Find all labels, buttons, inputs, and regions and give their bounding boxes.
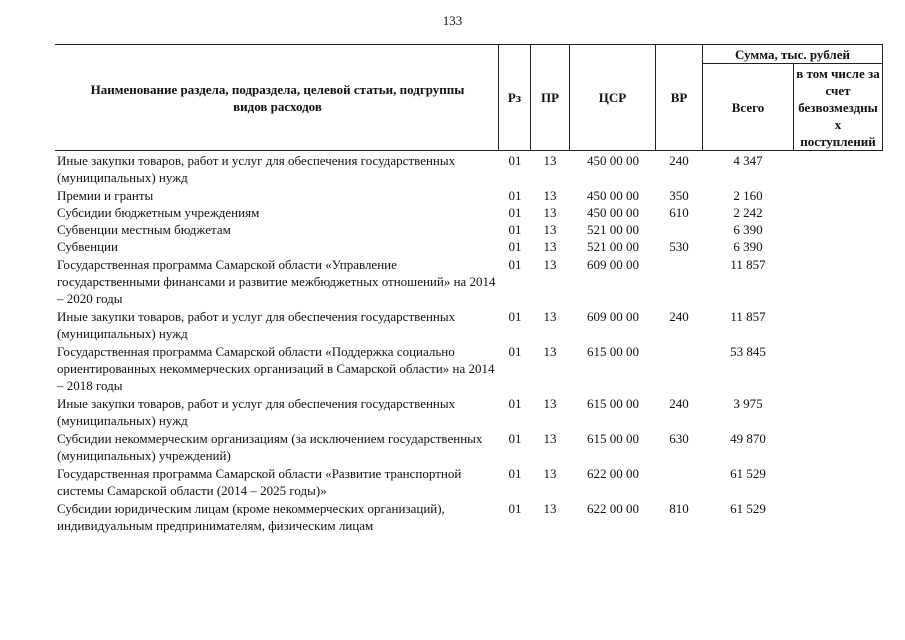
row-pr: 13 [543,222,557,237]
page-number: 133 [442,13,463,28]
header-total: Всего [731,99,765,115]
row-csr: 615 00 00 [587,431,639,446]
row-total: 53 845 [730,344,766,359]
row-name: Государственная программа Самарской области «Поддержка социально ориентированных некоммерческих организаций в Самарской области» на 2014 – 2018 годы [57,344,495,393]
row-pr: 13 [543,188,557,203]
row-csr: 450 00 00 [587,205,639,220]
row-total: 2 160 [733,188,763,203]
col-line-right [882,44,883,151]
row-total: 6 390 [733,239,763,254]
row-csr: 521 00 00 [587,222,639,237]
row-rz: 01 [508,257,522,272]
row-rz: 01 [508,396,522,411]
row-vr: 610 [669,205,689,220]
row-name: Премии и гранты [57,188,154,203]
row-rz: 01 [508,153,522,168]
header-sum: Сумма, тыс. рублей [735,46,850,62]
header-name: Наименование раздела, подраздела, целевой статьи, подгруппы видов расходов [90,81,465,114]
row-pr: 13 [543,344,557,359]
row-vr: 530 [669,239,689,254]
header-pr: ПР [540,90,560,105]
row-total: 11 857 [730,309,766,324]
row-pr: 13 [543,257,557,272]
row-rz: 01 [508,431,522,446]
row-pr: 13 [543,153,557,168]
row-pr: 13 [543,239,557,254]
col-line-6 [793,63,794,151]
row-vr: 240 [669,153,689,168]
row-vr: 810 [669,501,689,516]
row-pr: 13 [543,205,557,220]
row-rz: 01 [508,188,522,203]
row-pr: 13 [543,309,557,324]
row-total: 61 529 [730,466,766,481]
row-total: 2 242 [733,205,763,220]
row-vr: 350 [669,188,689,203]
row-csr: 609 00 00 [587,257,639,272]
row-name: Субсидии некоммерческим организациям (за исключением государственных (муниципальных) учреждений) [57,431,483,463]
header-vr: ВР [670,90,688,105]
row-name: Субсидии юридическим лицам (кроме некоммерческих организаций), индивидуальным предпринимателям, физическим лицам [57,501,445,533]
row-rz: 01 [508,222,522,237]
header-free: в том числе за счет безвозмездных поступлений [796,65,880,149]
row-vr: 240 [669,396,689,411]
row-vr: 240 [669,309,689,324]
row-rz: 01 [508,239,522,254]
header-csr: ЦСР [598,90,627,105]
row-name: Субвенции [57,239,118,254]
row-pr: 13 [543,466,557,481]
row-name: Субвенции местным бюджетам [57,222,231,237]
row-pr: 13 [543,501,557,516]
row-csr: 609 00 00 [587,309,639,324]
row-name: Иные закупки товаров, работ и услуг для обеспечения государственных (муниципальных) нужд [57,153,456,185]
row-rz: 01 [508,466,522,481]
row-csr: 622 00 00 [587,501,639,516]
row-total: 49 870 [730,431,766,446]
row-csr: 450 00 00 [587,153,639,168]
header-rz: Рз [507,90,522,105]
row-rz: 01 [508,501,522,516]
row-csr: 615 00 00 [587,396,639,411]
row-pr: 13 [543,431,557,446]
row-vr: 630 [669,431,689,446]
row-rz: 01 [508,309,522,324]
row-total: 3 975 [733,396,763,411]
row-csr: 521 00 00 [587,239,639,254]
row-name: Иные закупки товаров, работ и услуг для обеспечения государственных (муниципальных) нужд [57,396,456,428]
row-csr: 615 00 00 [587,344,639,359]
row-name: Иные закупки товаров, работ и услуг для обеспечения государственных (муниципальных) нужд [57,309,456,341]
row-pr: 13 [543,396,557,411]
row-rz: 01 [508,344,522,359]
header-bottom-line [55,150,883,151]
row-total: 6 390 [733,222,763,237]
row-total: 4 347 [733,153,763,168]
row-csr: 450 00 00 [587,188,639,203]
row-rz: 01 [508,205,522,220]
row-csr: 622 00 00 [587,466,639,481]
row-total: 11 857 [730,257,766,272]
row-total: 61 529 [730,501,766,516]
row-name: Субсидии бюджетным учреждениям [57,205,260,220]
row-name: Государственная программа Самарской области «Управление государственными финансами и развитие межбюджетных отношений» на 2014 – 2020 годы [57,257,496,306]
row-name: Государственная программа Самарской области «Развитие транспортной системы Самарской области (2014 – 2025 годы)» [57,466,462,498]
